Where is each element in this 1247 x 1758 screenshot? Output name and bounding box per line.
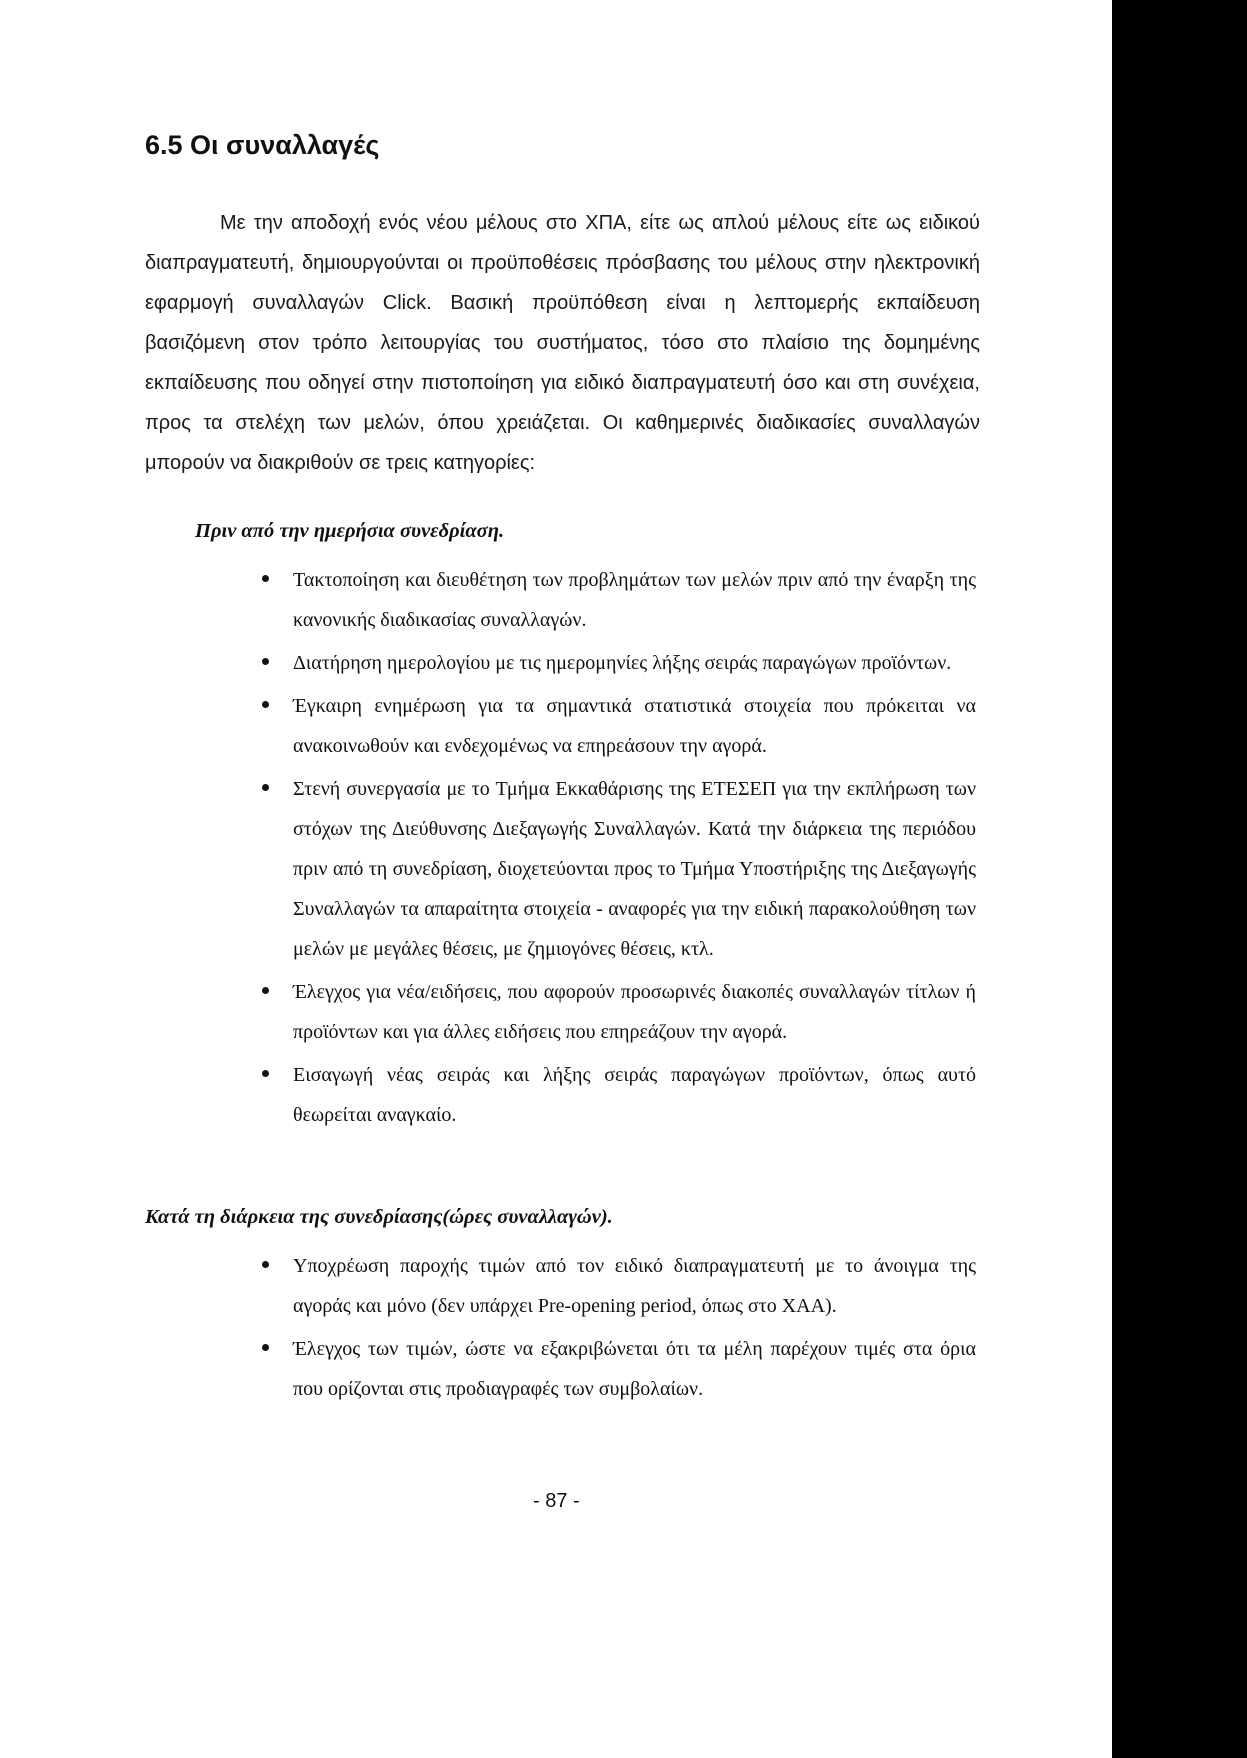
subheading-during-session: Κατά τη διάρκεια της συνεδρίασης(ώρες συναλλαγών).: [145, 1206, 613, 1228]
list-item-text: Υποχρέωση παροχής τιμών από τον ειδικό διαπραγματευτή με το άνοιγμα της αγοράς και μόνο (δεν υπάρχει Pre-opening period, όπως στο ΧΑΑ).: [293, 1255, 976, 1317]
list-item-text: Έγκαιρη ενημέρωση για τα σημαντικά στατιστικά στοιχεία που πρόκειται να ανακοινωθούν και ενδεχομένως να επηρεάσουν την αγορά.: [293, 695, 976, 757]
bullet-icon: [262, 575, 269, 582]
list-item: [0, 686, 976, 766]
list-item: [0, 1055, 976, 1135]
bullet-icon: [262, 784, 269, 791]
bullet-list-during-session: [0, 1246, 976, 1412]
page-number: - 87 -: [533, 1490, 580, 1512]
intro-paragraph: Με την αποδοχή ενός νέου μέλους στο ΧΠΑ, είτε ως απλού μέλους είτε ως ειδικού διαπραγματευτή, δημιουργούνται οι προϋποθέσεις πρόσβασης του μέλους στην ηλεκτρονική εφαρμογή συναλλαγών Click. Βασική προϋπόθεση είναι η λεπτομερής εκπαίδευση βασιζόμενη στον τρόπο λειτουργίας του συστήματος, τόσο στο πλαίσιο της δομημένης εκπαίδευσης που οδηγεί στην πιστοποίηση για ειδικό διαπραγματευτή όσο και στη συνέχεια, προς τα στελέχη των μελών, όπου χρειάζεται. Οι καθημερινές διαδικασίες συναλλαγών μπορούν να διακριθούν σε τρεις κατηγορίες:: [145, 212, 980, 474]
list-item-text: Έλεγχος για νέα/ειδήσεις, που αφορούν προσωρινές διακοπές συναλλαγών τίτλων ή προϊόντων και για άλλες ειδήσεις που επηρεάζουν την αγορά.: [293, 981, 976, 1043]
bullet-icon: [262, 1261, 269, 1268]
list-item: [0, 1329, 976, 1409]
list-item-text: Τακτοποίηση και διευθέτηση των προβλημάτων των μελών πριν από την έναρξη της κανονικής διαδικασίας συναλλαγών.: [293, 569, 976, 631]
bullet-list-before-session: [0, 560, 976, 1138]
bullet-icon: [262, 701, 269, 708]
list-item: [0, 769, 976, 969]
list-item-text: Στενή συνεργασία με το Τμήμα Εκκαθάρισης της ΕΤΕΣΕΠ για την εκπλήρωση των στόχων της Διεύθυνσης Διεξαγωγής Συναλλαγών. Κατά την διάρκεια της περιόδου πριν από τη συνεδρίαση, διοχετεύονται προς το Τμήμα Υποστήριξης της Διεξαγωγής Συναλλαγών τα απαραίτητα στοιχεία - αναφορές για την ειδική παρακολούθηση των μελών με μεγάλες θέσεις, με ζημιογόνες θέσεις, κτλ.: [293, 778, 976, 960]
list-item-text: Εισαγωγή νέας σειράς και λήξης σειράς παραγώγων προϊόντων, όπως αυτό θεωρείται αναγκαίο.: [293, 1064, 976, 1126]
bullet-icon: [262, 658, 269, 665]
list-item: [0, 560, 976, 640]
bullet-icon: [262, 1344, 269, 1351]
bullet-icon: [262, 1070, 269, 1077]
section-heading: 6.5 Οι συναλλαγές: [145, 130, 380, 160]
list-item: [0, 643, 976, 683]
list-item-text: Διατήρηση ημερολογίου με τις ημερομηνίες λήξης σειράς παραγώγων προϊόντων.: [293, 652, 952, 674]
list-item: [0, 972, 976, 1052]
subheading-before-session: Πριν από την ημερήσια συνεδρίαση.: [195, 520, 505, 542]
list-item-text: Έλεγχος των τιμών, ώστε να εξακριβώνεται ότι τα μέλη παρέχουν τιμές στα όρια που ορίζονται στις προδιαγραφές των συμβολαίων.: [293, 1338, 976, 1400]
list-item: [0, 1246, 976, 1326]
bullet-icon: [262, 987, 269, 994]
